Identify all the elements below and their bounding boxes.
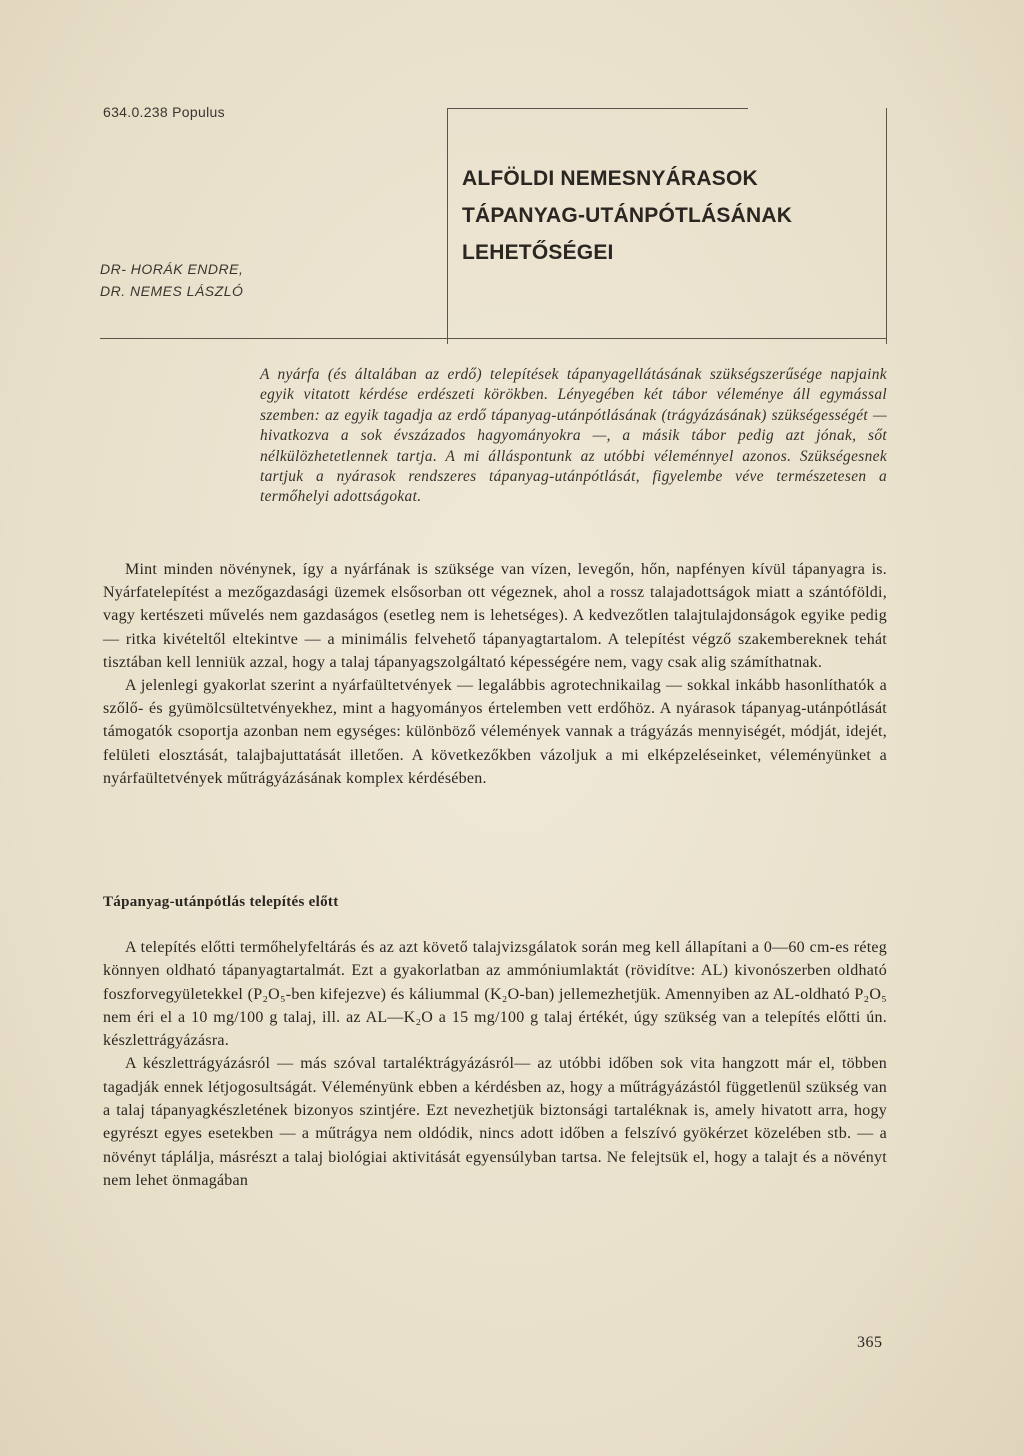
abstract: A nyárfa (és általában az erdő) telepítések tápanyagellátásának szükségszerűsége napjaink egyik vitatott kérdése erdészeti körökben. Lényegében két tábor véleménye áll egymással szemben: az egyik tagadja az erdő tápanyag-utánpótlásának (trágyázásának) szükségességét — hivatkozva a sok évszázados hagyományokra —, a másik tábor pedig azt jónak, sőt nélkülözhetetlennek tartja. A mi álláspontunk az utóbbi véleménnyel azonos. Szükségesnek tartjuk a nyárasok rendszeres tápanyag-utánpótlását, figyelembe véve természetesen a termőhelyi adottságokat. <box>260 366 887 506</box>
author-list <box>100 258 243 302</box>
intro-text <box>103 558 887 790</box>
paragraph: Mint minden növénynek, így a nyárfának is szüksége van vízen, levegőn, hőn, napfényen kívül tápanyagra is. Nyárfatelepítést a mezőgazdasági üzemek elsősorban ott végeznek, ahol a rossz talajadottságok miatt a szántóföldi, vagy kertészeti művelés nem gazdaságos (esetleg nem is lehetséges). A kedvezőtlen talajtulajdonságok egyike pedig — ritka kivételtől eltekintve — a minimális felvehető tápanyagtartalom. A telepítést végző szakembereknek tehát tisztában kell lenniük azzal, hogy a talaj tápanyagszolgáltató képességére nem, vagy csak alig számíthatnak. <box>103 561 887 671</box>
author-name: DR. NEMES LÁSZLÓ <box>100 283 244 299</box>
header-divider <box>100 338 886 339</box>
paragraph: A jelenlegi gyakorlat szerint a nyárfaültetvények — legalábbis agrotechnikailag — sokkal inkább hasonlíthatók a szőlő- és gyümölcsültetvényekhez, mint a hagyományos értelemben vett erdőhöz. A nyárasok tápanyag-utánpótlását támogatók csoportja azonban nem egységes: különböző vélemények vannak a trágyázás mennyiségét, módját, idejét, felületi elosztását, talajbajuttatását illetően. A következőkben vázoljuk a mi elképzeléseinket, véleményünket a nyárfaültetvények műtrágyázásának komplex kérdésében. <box>103 677 887 787</box>
section-text <box>103 936 887 1192</box>
section-heading: Tápanyag-utánpótlás telepítés előtt <box>103 894 339 910</box>
title-line: LEHETŐSÉGEI <box>462 241 614 264</box>
page-number: 365 <box>857 1334 883 1351</box>
paragraph: A készlettrágyázásról — más szóval tartaléktrágyázásról— az utóbbi időben sok vita hangzott már el, többen tagadják ennek létjogosultságát. Véleményünk ebben a kérdésben az, hogy a műtrágyázástól függetlenül szükség van a talaj tápanyagkészletének bizonyos szintjére. Ezt nevezhetjük biztonsági tartaléknak is, amely hivatott arra, hogy egyrészt egyes esetekben — a műtrágya nem oldódik, nincs adott időben a felszívó gyökérzet közelében stb. — a növényt táplálja, másrészt a talaj biológiai aktivitását egyensúlyban tartsa. Ne felejtsük el, hogy a talajt és a növényt nem lehet önmagában <box>103 1055 887 1189</box>
author-name: DR- HORÁK ENDRE, <box>100 261 244 277</box>
article-title <box>462 160 862 271</box>
title-line: ALFÖLDI NEMESNYÁRASOK <box>462 167 758 190</box>
paragraph: A telepítés előtti termőhelyfeltárás és az azt követő talajvizsgálatok során meg kell állapítani a 0—60 cm-es réteg könnyen oldható tápanyagtartalmát. Ezt a gyakorlatban az ammóniumlaktát (rövidítve: AL) kivonószerben oldható foszforvegyületekkel (P₂O₅-ben kifejezve) és káliummal (K₂O-ban) jellemezhetjük. Amennyiben az AL-oldható P₂O₅ nem éri el a 10 mg/100 g talaj, ill. az AL—K₂O a 15 mg/100 g talaj értékét, úgy szükség van a telepítés előtti ún. készlettrágyázásra. <box>103 939 887 1050</box>
title-frame-top-rule <box>448 108 748 109</box>
classification-code: 634.0.238 Populus <box>103 104 225 120</box>
title-line: TÁPANYAG-UTÁNPÓTLÁSÁNAK <box>462 204 793 227</box>
